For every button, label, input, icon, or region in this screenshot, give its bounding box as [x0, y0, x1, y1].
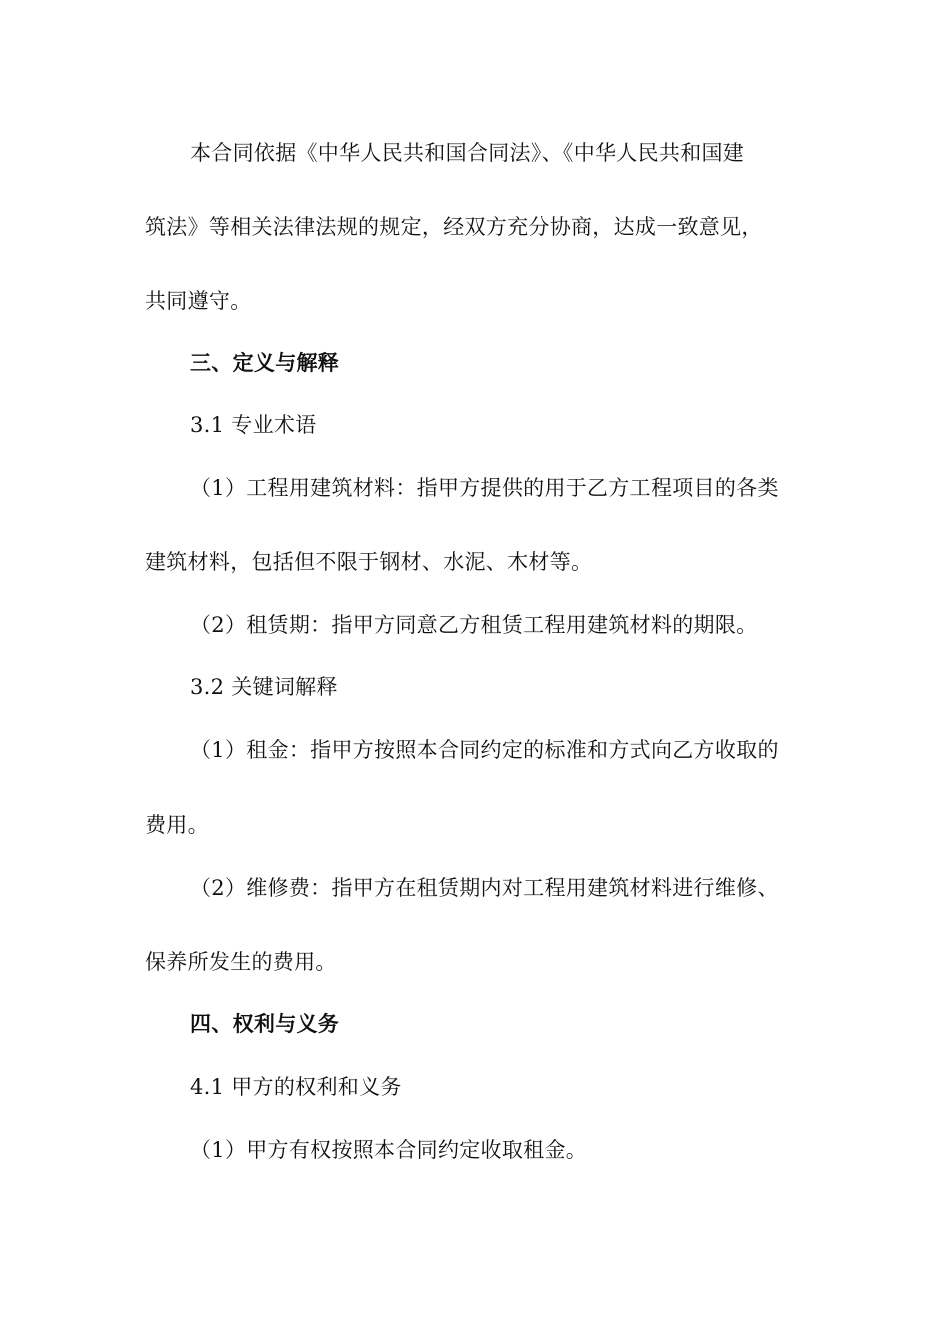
- paragraph-line: （2）租赁期：指甲方同意乙方租赁工程用建筑材料的期限。: [190, 613, 758, 637]
- paragraph-line: 建筑材料，包括但不限于钢材、水泥、木材等。: [145, 550, 593, 574]
- section-heading: 三、定义与解释: [190, 351, 340, 375]
- paragraph-line: （1）甲方有权按照本合同约定收取租金。: [190, 1138, 588, 1162]
- paragraph-line: 筑法》等相关法律法规的规定，经双方充分协商，达成一致意见，: [145, 215, 763, 239]
- paragraph-line: （2）维修费：指甲方在租赁期内对工程用建筑材料进行维修、: [190, 876, 779, 900]
- section-heading: 四、权利与义务: [190, 1012, 340, 1036]
- subsection-heading: 3.2 关键词解释: [190, 675, 338, 699]
- paragraph-line: （1）租金：指甲方按照本合同约定的标准和方式向乙方收取的: [190, 738, 779, 762]
- paragraph-line: （1）工程用建筑材料：指甲方提供的用于乙方工程项目的各类: [190, 476, 779, 500]
- paragraph-line: 共同遵守。: [145, 289, 252, 313]
- paragraph-line: 保养所发生的费用。: [145, 950, 337, 974]
- paragraph-line: 本合同依据《中华人民共和国合同法》、《中华人民共和国建: [190, 141, 745, 165]
- subsection-heading: 4.1 甲方的权利和义务: [190, 1075, 402, 1099]
- paragraph-line: 费用。: [145, 813, 209, 837]
- subsection-heading: 3.1 专业术语: [190, 413, 317, 437]
